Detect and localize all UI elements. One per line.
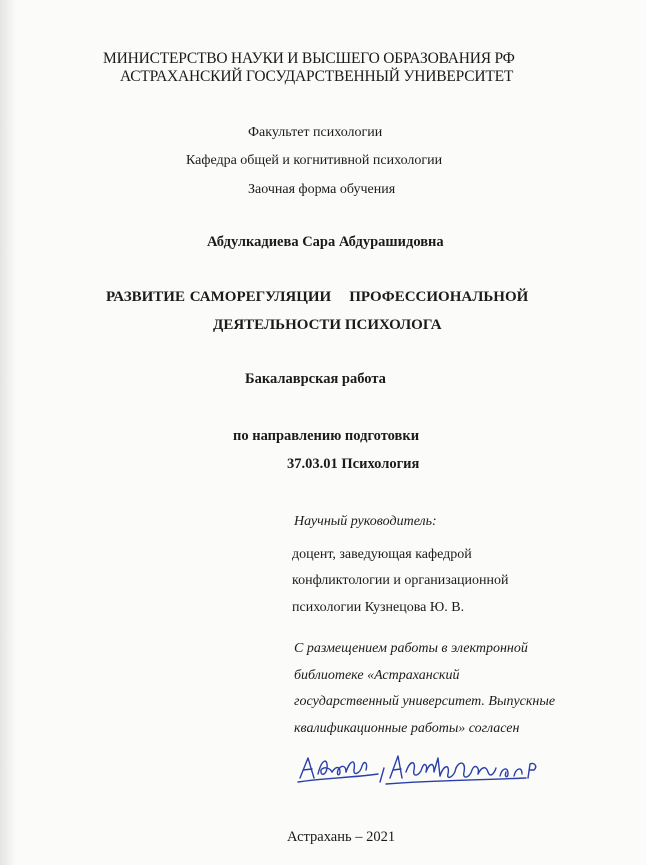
thesis-title-line-2: ДЕЯТЕЛЬНОСТИ ПСИХОЛОГА	[213, 317, 442, 333]
university-heading: АСТРАХАНСКИЙ ГОСУДАРСТВЕННЫЙ УНИВЕРСИТЕТ	[120, 68, 514, 85]
supervisor-label: Научный руководитель:	[294, 514, 437, 529]
consent-line-1: С размещением работы в электронной	[294, 641, 528, 656]
page-edge-shadow	[0, 0, 16, 865]
city-year: Астрахань – 2021	[287, 829, 396, 845]
signature-ink	[298, 756, 536, 784]
supervisor-line-2: конфликтологии и организационной	[292, 573, 509, 588]
consent-line-4: квалификационные работы» согласен	[294, 721, 520, 736]
ministry-heading: МИНИСТЕРСТВО НАУКИ И ВЫСШЕГО ОБРАЗОВАНИЯ РФ	[103, 50, 515, 67]
thesis-title-line-1	[106, 288, 528, 306]
thesis-title-part-b: ПРОФЕССИОНАЛЬНОЙ	[349, 289, 529, 305]
author-name: Абдулкадиева Сара Абдурашидовна	[207, 234, 444, 250]
thesis-title-part-a: РАЗВИТИЕ САМОРЕГУЛЯЦИИ	[106, 289, 332, 305]
department-line: Кафедра общей и когнитивной психологии	[186, 153, 443, 168]
direction-label: по направлению подготовки	[233, 428, 420, 444]
faculty-line: Факультет психологии	[248, 125, 383, 140]
direction-code: 37.03.01 Психология	[287, 456, 420, 472]
handwritten-signature	[294, 748, 564, 792]
consent-line-2: библиотеке «Астраханский	[294, 668, 460, 683]
study-form-line: Заочная форма обучения	[248, 182, 396, 197]
work-type: Бакалаврская работа	[245, 371, 386, 387]
supervisor-line-1: доцент, заведующая кафедрой	[292, 547, 472, 562]
consent-line-3: государственный университет. Выпускные	[294, 694, 556, 709]
supervisor-line-3: психологии Кузнецова Ю. В.	[292, 600, 465, 615]
